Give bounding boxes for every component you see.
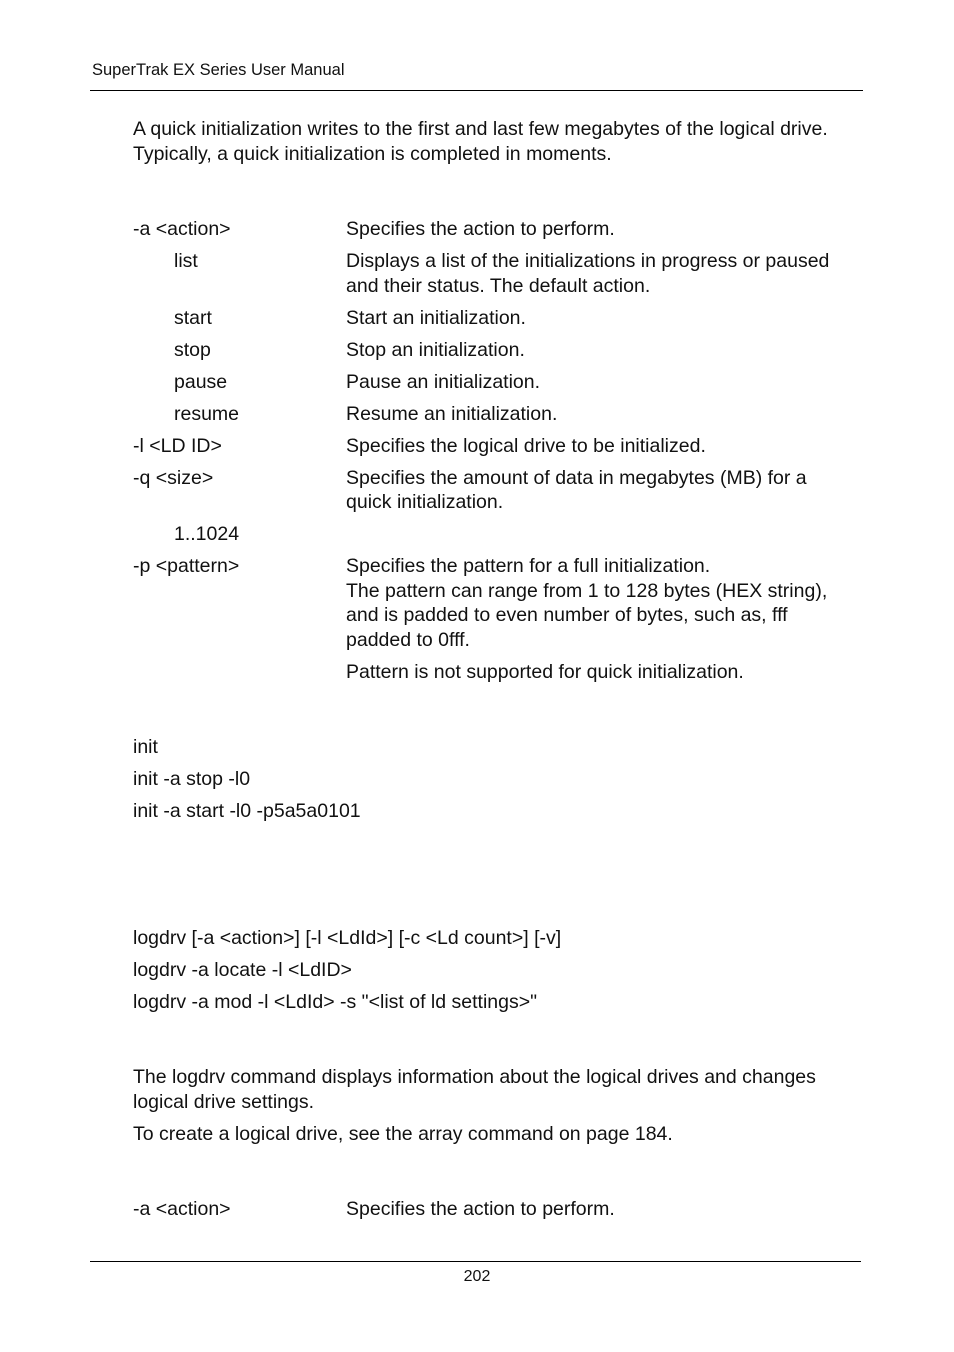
option-row — [133, 338, 863, 363]
option-name: -a <action> — [133, 218, 231, 240]
running-header: SuperTrak EX Series User Manual — [92, 61, 345, 79]
option-description: Displays a list of the initializations in progress or paused and their status. The default action. — [346, 250, 830, 297]
usage-line: logdrv -a mod -l <LdId> -s "<list of ld settings>" — [133, 990, 538, 1013]
option-description: Specifies the action to perform. — [346, 218, 615, 240]
option-description: Specifies the action to perform. — [346, 1198, 615, 1220]
logdrv-summary — [133, 1065, 863, 1146]
option-row — [133, 249, 863, 298]
option-name: stop — [174, 338, 211, 361]
option-row — [133, 1197, 863, 1222]
summary-paragraph: To create a logical drive, see the array command on page 184. — [133, 1122, 673, 1145]
example-command: init -a start -l0 -p5a5a0101 — [133, 800, 361, 822]
header-rule — [90, 90, 863, 91]
option-name: -l <LD ID> — [133, 434, 222, 457]
init-intro-paragraph — [133, 117, 863, 166]
option-name: resume — [174, 402, 240, 425]
option-name: start — [174, 306, 212, 329]
option-row — [133, 522, 863, 547]
option-row — [133, 217, 863, 242]
option-name: -a <action> — [133, 1198, 231, 1220]
usage-line: logdrv [-a <action>] [-l <LdId>] [-c <Ld count>] [-v] — [133, 926, 562, 949]
option-description: Start an initialization. — [346, 306, 526, 329]
option-description: Specifies the logical drive to be initialized. — [346, 434, 706, 457]
option-row — [133, 306, 863, 331]
logdrv-options-table — [133, 1197, 863, 1222]
example-command: init — [133, 736, 158, 758]
usage-line: logdrv -a locate -l <LdID> — [133, 958, 352, 981]
page-number: 202 — [463, 1268, 491, 1285]
example-command: init -a stop -l0 — [133, 768, 251, 790]
init-options-table — [133, 217, 863, 684]
option-name: pause — [174, 370, 228, 393]
option-row — [133, 466, 863, 515]
init-examples — [133, 735, 863, 824]
init-intro-line: Typically, a quick initialization is completed in moments. — [133, 142, 612, 165]
option-row — [133, 554, 863, 652]
init-intro-line: A quick initialization writes to the first and last few megabytes of the logical drive. — [133, 118, 828, 140]
footer-rule — [90, 1261, 861, 1262]
option-name: -p <pattern> — [133, 555, 240, 577]
option-description: Specifies the pattern for a full initialization. The pattern can range from 1 to 128 bytes (HEX string), and is padded to even number of bytes, such as, fff padded to 0fff. — [346, 555, 828, 651]
option-row — [133, 434, 863, 459]
option-row — [133, 660, 863, 685]
option-description: Pattern is not supported for quick initialization. — [346, 660, 744, 683]
option-description: Pause an initialization. — [346, 370, 541, 393]
page-content — [133, 117, 863, 1222]
option-description: Specifies the amount of data in megabytes (MB) for a quick initialization. — [346, 466, 807, 513]
option-name: 1..1024 — [174, 523, 240, 545]
summary-paragraph: The logdrv command displays information about the logical drives and changes logical drive settings. — [133, 1066, 816, 1113]
option-description: Resume an initialization. — [346, 402, 558, 425]
option-description — [346, 522, 863, 547]
option-name: -q <size> — [133, 466, 214, 489]
option-name — [133, 660, 346, 685]
option-name: list — [174, 250, 198, 272]
option-row — [133, 402, 863, 427]
option-row — [133, 370, 863, 395]
option-description: Stop an initialization. — [346, 338, 525, 361]
logdrv-usage — [133, 926, 863, 1015]
